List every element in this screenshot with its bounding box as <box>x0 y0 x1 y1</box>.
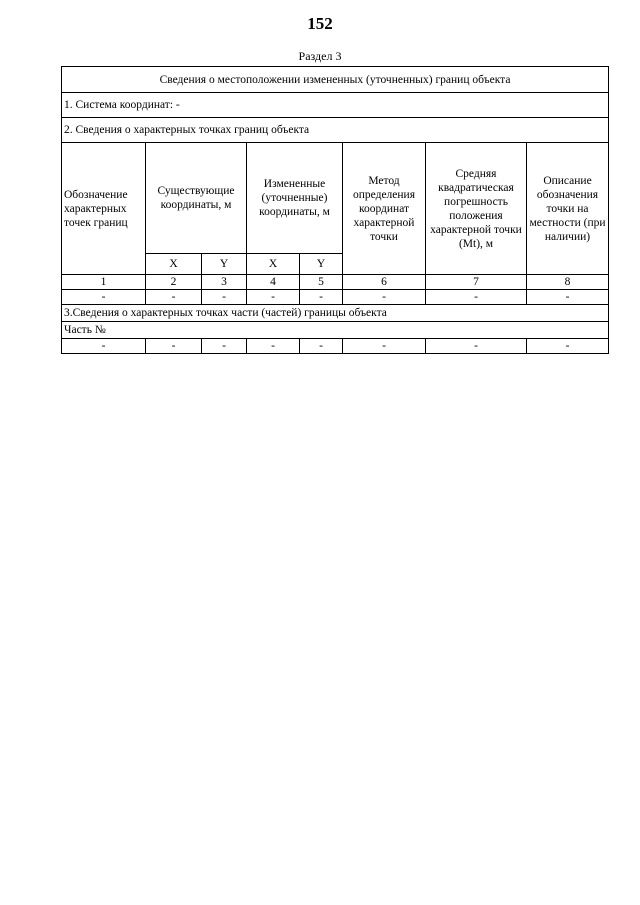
table-cell: - <box>527 290 609 305</box>
axis-x-existing: X <box>146 254 202 275</box>
table-cell: - <box>146 339 202 354</box>
column-number: 4 <box>247 275 300 290</box>
table-cell: - <box>426 339 527 354</box>
header-method: Метод определения координат характерной точки <box>343 143 426 275</box>
section-label: Раздел 3 <box>298 49 342 63</box>
header-accuracy: Средняя квадратическая погрешность положения характерной точки (Mt), м <box>426 143 527 275</box>
table-title: Сведения о местоположении измененных (уточненных) границ объекта <box>62 67 609 93</box>
table-cell: - <box>527 339 609 354</box>
table-cell: - <box>62 339 146 354</box>
boundary-table <box>61 66 609 354</box>
column-number: 5 <box>300 275 343 290</box>
parts-section-title: 3.Сведения о характерных точках части (частей) границы объекта <box>62 305 609 322</box>
table-cell: - <box>300 339 343 354</box>
page-number: 152 <box>307 14 333 33</box>
table-cell: - <box>62 290 146 305</box>
table-cell: - <box>300 290 343 305</box>
table-cell: - <box>426 290 527 305</box>
table-cell: - <box>146 290 202 305</box>
column-number: 7 <box>426 275 527 290</box>
axis-y-existing: Y <box>202 254 247 275</box>
table-cell: - <box>247 290 300 305</box>
coord-system: 1. Система координат: - <box>62 93 609 118</box>
column-numbers-row <box>62 275 609 290</box>
table-cell: - <box>202 339 247 354</box>
table-cell: - <box>247 339 300 354</box>
header-description: Описание обозначения точки на местности (при наличии) <box>527 143 609 275</box>
axis-x-changed: X <box>247 254 300 275</box>
part-label: Часть № <box>62 322 609 339</box>
column-number: 6 <box>343 275 426 290</box>
header-designation: Обозначение характерных точек границ <box>62 143 146 275</box>
table-cell: - <box>202 290 247 305</box>
column-number: 8 <box>527 275 609 290</box>
column-number: 3 <box>202 275 247 290</box>
table-cell: - <box>343 339 426 354</box>
table-cell: - <box>343 290 426 305</box>
header-existing-coords: Существующие координаты, м <box>146 143 247 254</box>
column-number: 2 <box>146 275 202 290</box>
table-row <box>62 290 609 305</box>
header-changed-coords: Измененные (уточненные) координаты, м <box>247 143 343 254</box>
table-row <box>62 339 609 354</box>
axis-y-changed: Y <box>300 254 343 275</box>
column-number: 1 <box>62 275 146 290</box>
points-section-title: 2. Сведения о характерных точках границ объекта <box>62 118 609 143</box>
